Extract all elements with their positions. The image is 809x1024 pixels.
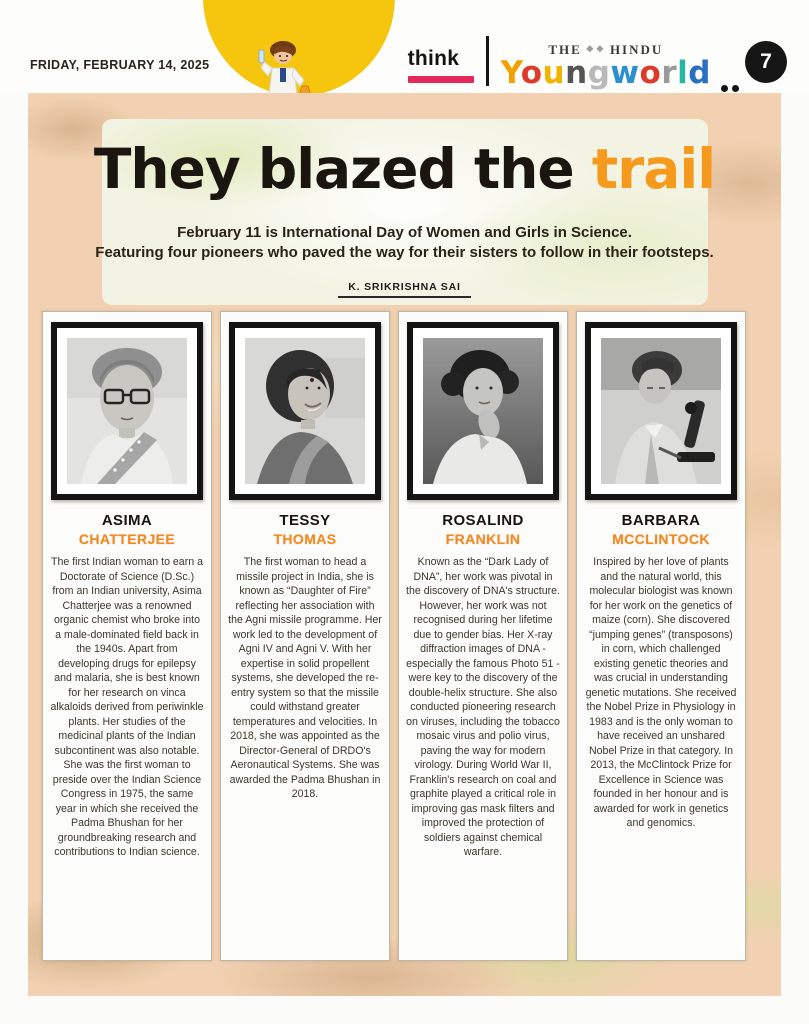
profile-card-asima-chatterjee [42, 311, 212, 961]
portrait-frame [229, 322, 381, 500]
masthead-hindu: HINDU [609, 41, 664, 57]
profile-last-name: FRANKLIN [445, 530, 521, 547]
page-number-badge: 7 [745, 41, 787, 83]
portrait-rosalind-franklin-icon [423, 338, 543, 484]
profile-first-name: TESSY [279, 512, 331, 529]
profile-bio: Inspired by her love of plants and the natural world, this molecular biologist was known for her work on the genetics of maize (corn). She discovered “jumping genes” (transposons) in corn, which challenged existing genetic theories and was crucial in understanding genetic mutations. She received the Nobel Prize in Physiology in 1983 and is the only woman to have received an unshared Nobel Prize in that category. In 2013, the McClintock Prize for Excellence in Science was founded in her honour and is awarded for work in genetics and genomics. [585, 556, 737, 830]
page-date: FRIDAY, FEBRUARY 14, 2025 [30, 58, 210, 72]
profile-last-name: CHATTERJEE [78, 530, 176, 547]
portrait-barbara-mcclintock-icon [601, 338, 721, 484]
byline [28, 277, 781, 298]
article-subtitle [28, 223, 781, 264]
portrait-frame [51, 322, 203, 500]
masthead-emblem-icon: ❖❖ [585, 44, 606, 54]
page-header [0, 0, 809, 93]
profile-name [43, 512, 211, 548]
portrait-asima-chatterjee-icon [67, 338, 187, 484]
profile-card-tessy-thomas [220, 311, 390, 961]
masthead-the: THE [548, 41, 582, 57]
article-title [28, 137, 781, 201]
profile-first-name: ROSALIND [442, 512, 524, 529]
profile-bio: The first Indian woman to earn a Doctorate of Science (D.Sc.) from an Indian university, Asima Chatterjee was a renowned organic chemist who broke into a male-dominated field back in the 1940s. Apart from developing drugs for epilepsy and malaria, she is best known for her research on vinca alkaloids derived from periwinkle plants. Her studies of the medicinal plants of the Indian subcontinent was also notable. She was the first woman to preside over the Indian Science Congress in 1975, the same year in which she received the Padma Bhushan for her groundbreaking research and contributions to Indian science. [50, 556, 204, 859]
masthead-bar [408, 36, 787, 94]
profile-bio: The first woman to head a missile project in India, she is known as “Daughter of Fire” reflecting her association with the Agni missile programme. Her work led to the development of Agni IV and Agni V. With her expertise in solid propellent systems, she developed the re-entry system so that the missile could withstand greater temperatures and velocities. In 2018, she was appointed as the Director-General of DRDO's Aeronautical Systems. She was awarded the Padma Bhushan in 2018. [228, 556, 382, 801]
profile-name [221, 512, 389, 548]
profile-last-name: MCCLINTOCK [612, 530, 710, 547]
section-label: think [407, 47, 460, 70]
article-title-black: They blazed the [93, 137, 592, 201]
profile-card-barbara-mcclintock [576, 311, 746, 961]
profile-card-rosalind-franklin [398, 311, 568, 961]
byline-author: K. SRIKRISHNA SAI [338, 281, 470, 298]
profile-first-name: ASIMA [101, 512, 153, 529]
portrait-frame [407, 322, 559, 500]
profile-first-name: BARBARA [621, 512, 701, 529]
think-underline-decoration [408, 76, 474, 83]
subtitle-line-1: February 11 is International Day of Women and Girls in Science. [177, 224, 632, 241]
masthead [501, 42, 711, 89]
profile-bio: Known as the “Dark Lady of DNA”, her work was pivotal in the discovery of DNA's structure. However, her work was not recognised during her lifetime due to gender bias. Her X-ray diffraction images of DNA - especially the famous Photo 51 - were key to the discovery of the double-helix structure. She also conducted pioneering research on viruses, including the tobacco mosaic virus and polio virus, paving the way for modern virology. During World War II, Franklin's research on coal and graphite played a critical role in improving gas mask filters and improved the protection of soldiers against chemical warfare. [406, 556, 560, 859]
masthead-wordmark: Youngworld [500, 54, 711, 91]
section-think [408, 47, 474, 83]
profile-name [577, 512, 745, 548]
profile-name [399, 512, 567, 548]
masthead-divider [486, 36, 489, 86]
article-title-accent: trail [591, 137, 716, 201]
profile-last-name: THOMAS [273, 530, 337, 547]
portrait-frame [585, 322, 737, 500]
subtitle-line-2: Featuring four pioneers who paved the way for their sisters to follow in their footsteps. [95, 244, 714, 262]
article-sheet [28, 93, 781, 996]
profile-columns [42, 311, 746, 961]
portrait-tessy-thomas-icon [245, 338, 365, 484]
masthead-dots-decoration [721, 85, 739, 92]
